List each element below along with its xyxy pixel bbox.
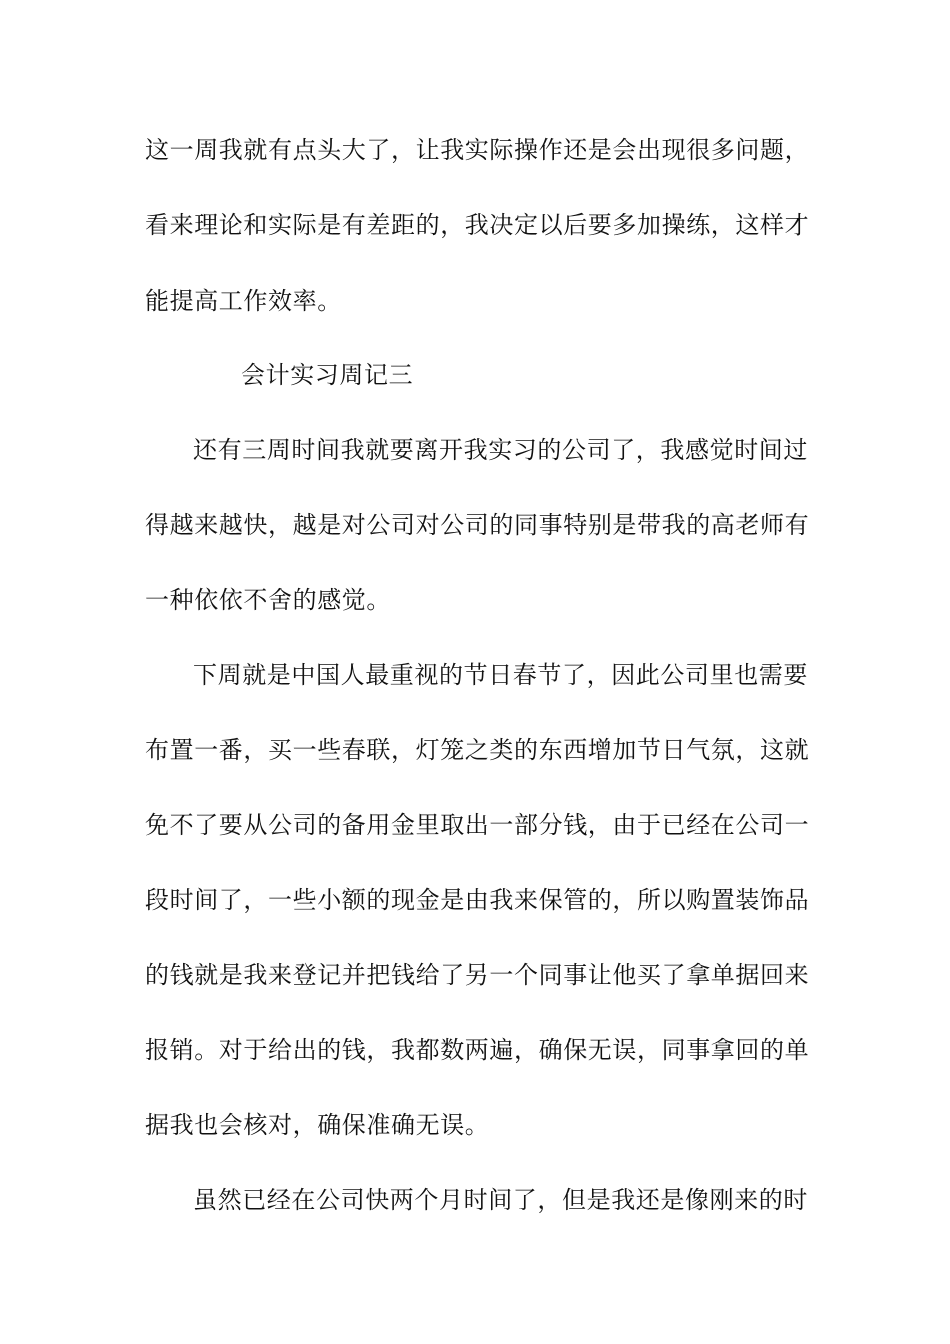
paragraph-line: 报销。对于给出的钱，我都数两遍，确保无误，同事拿回的单 [145,1036,810,1064]
paragraph-line: 段时间了，一些小额的现金是由我来保管的，所以购置装饰品 [145,886,810,914]
paragraph-line: 这一周我就有点头大了，让我实际操作还是会出现很多问题， [145,136,810,164]
paragraph-line: 虽然已经在公司快两个月时间了，但是我还是像刚来的时 [193,1186,808,1214]
paragraph-line: 得越来越快，越是对公司对公司的同事特别是带我的高老师有 [145,511,810,539]
paragraph-line: 据我也会核对，确保准确无误。 [145,1111,490,1139]
paragraph-line: 的钱就是我来登记并把钱给了另一个同事让他买了拿单据回来 [145,961,810,989]
paragraph-line: 还有三周时间我就要离开我实习的公司了，我感觉时间过 [193,436,808,464]
paragraph-line: 看来理论和实际是有差距的，我决定以后要多加操练，这样才 [145,211,810,239]
paragraph-line: 下周就是中国人最重视的节日春节了，因此公司里也需要 [193,661,808,689]
paragraph-line: 一种依依不舍的感觉。 [145,586,391,614]
paragraph-line: 能提高工作效率。 [145,287,342,315]
section-heading: 会计实习周记三 [241,361,414,389]
paragraph-line: 免不了要从公司的备用金里取出一部分钱，由于已经在公司一 [145,811,810,839]
paragraph-line: 布置一番，买一些春联，灯笼之类的东西增加节日气氛，这就 [145,736,810,764]
